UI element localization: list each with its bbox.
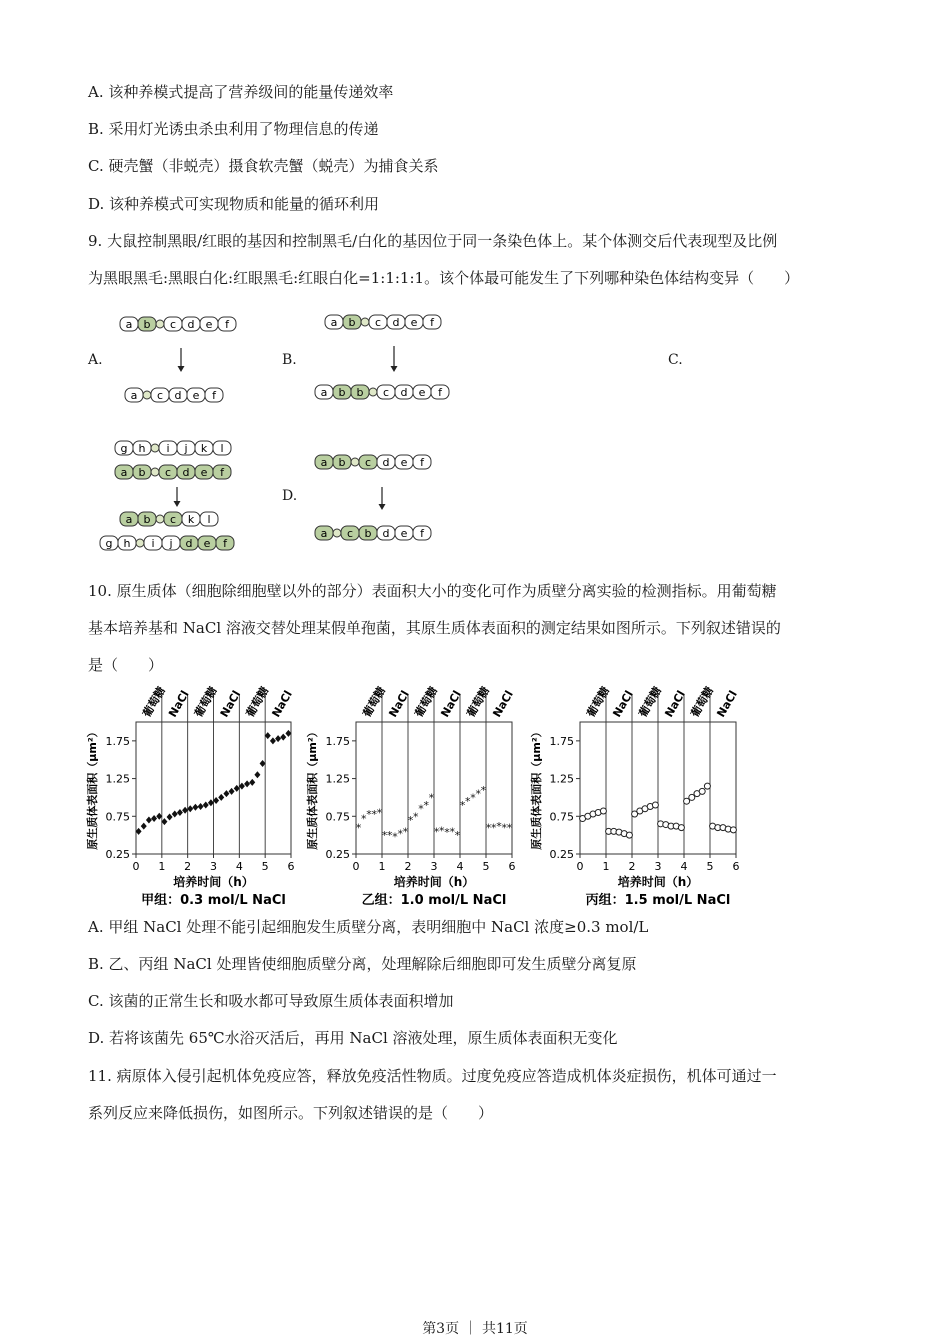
x-tick-label: 4 <box>235 860 243 873</box>
gene-letter: c <box>164 466 172 479</box>
data-point <box>280 734 286 741</box>
gene-letter: b <box>143 318 151 331</box>
q8-option-b: B. 采用灯光诱虫杀虫利用了物理信息的传递 <box>88 120 379 138</box>
gene-letter: e <box>400 456 408 469</box>
x-tick-label: 2 <box>404 860 412 873</box>
data-point: * <box>413 810 419 824</box>
q10-text-line2: 基本培养基和 NaCl 溶液交替处理某假单孢菌，其原生质体表面积的测定结果如图所示。下列叙述错误的 <box>88 619 781 637</box>
centromere <box>369 388 377 396</box>
chromosome-c-after2 <box>100 536 234 550</box>
gene-letter: e <box>418 386 426 399</box>
data-point <box>626 832 632 838</box>
data-point <box>684 798 690 804</box>
gene-letter: b <box>338 386 346 399</box>
y-axis-label: 原生质体表面积（μm²） <box>306 726 319 850</box>
gene-letter: e <box>203 537 211 550</box>
y-axis-label: 原生质体表面积（μm²） <box>530 726 543 850</box>
chromosome-b-before <box>325 315 441 329</box>
data-point: * <box>475 787 481 801</box>
y-tick-label: 1.25 <box>325 772 350 786</box>
gene-letter: g <box>105 537 113 550</box>
data-point: * <box>433 825 440 839</box>
gene-letter: a <box>320 527 328 540</box>
data-point: * <box>366 808 372 822</box>
data-point <box>218 794 224 801</box>
gene-letter: j <box>169 537 173 550</box>
q9-label-d: D. <box>282 488 298 504</box>
centromere <box>151 444 159 452</box>
x-tick-label: 1 <box>158 860 166 873</box>
phase-label: 葡萄糖 <box>464 684 493 720</box>
x-axis-label: 培养时间（h） <box>173 875 254 889</box>
gene-letter: e <box>400 527 408 540</box>
q9-label-c: C. <box>668 352 683 368</box>
q10-option-a: A. 甲组 NaCl 处理不能引起细胞发生质壁分离，表明细胞中 NaCl 浓度≥0.3 mol/L <box>88 918 649 936</box>
phase-label: 葡萄糖 <box>191 684 220 720</box>
data-point: * <box>491 821 497 835</box>
arrow-c <box>174 487 181 507</box>
centromere <box>333 529 341 537</box>
chromosome-c-second <box>115 465 231 479</box>
centromere <box>136 539 144 547</box>
data-point: * <box>480 783 487 797</box>
gene-letter: f <box>420 456 424 469</box>
data-point: * <box>465 795 471 809</box>
q10-option-d: D. 若将该菌先 65℃水浴灭活后，再用 NaCl 溶液处理，原生质体表面积无变化 <box>88 1029 618 1047</box>
data-point: * <box>444 826 450 840</box>
gene-letter: k <box>200 442 208 455</box>
data-point: * <box>449 825 455 839</box>
data-point: * <box>392 830 398 844</box>
arrow-b <box>391 346 398 372</box>
gene-letter: a <box>125 513 133 526</box>
gene-letter: d <box>182 466 190 479</box>
y-tick-label: 1.25 <box>549 772 574 786</box>
data-point <box>265 732 271 739</box>
gene-letter: d <box>382 456 390 469</box>
phase-label: NaCl <box>714 688 740 720</box>
data-point: * <box>470 791 476 805</box>
phase-label: NaCl <box>438 688 464 720</box>
x-tick-label: 5 <box>706 860 714 873</box>
q9-label-b: B. <box>282 352 297 368</box>
gene-letter: c <box>364 456 372 469</box>
gene-letter: g <box>120 442 128 455</box>
gene-letter: f <box>212 389 216 402</box>
x-tick-label: 0 <box>352 860 360 873</box>
gene-letter: f <box>420 527 424 540</box>
x-tick-label: 3 <box>210 860 217 873</box>
phase-label: 葡萄糖 <box>140 684 169 720</box>
chart-title: 丙组：1.5 mol/L NaCl <box>585 893 731 908</box>
gene-letter: f <box>438 386 442 399</box>
gene-letter: a <box>130 389 138 402</box>
gene-letter: a <box>320 456 328 469</box>
q10-text-line1: 10. 原生质体（细胞除细胞壁以外的部分）表面积大小的变化可作为质壁分离实验的检测指标。用葡萄糖 <box>88 582 777 600</box>
y-tick-label: 0.25 <box>105 848 130 861</box>
phase-label: NaCl <box>610 688 636 720</box>
gene-letter: k <box>187 513 195 526</box>
y-tick-label: 1.25 <box>105 772 130 786</box>
gene-letter: d <box>187 318 195 331</box>
y-tick-label: 1.75 <box>549 734 574 748</box>
data-point <box>156 813 162 820</box>
x-tick-label: 0 <box>132 860 140 873</box>
data-point <box>146 817 152 824</box>
y-tick-label: 0.25 <box>325 848 350 861</box>
q11-text-line1: 11. 病原体入侵引起机体免疫应答，释放免疫活性物质。过度免疫应答造成机体炎症损伤，机体可通过一 <box>88 1067 777 1085</box>
data-point <box>730 827 736 833</box>
data-point: * <box>376 806 383 820</box>
gene-letter: b <box>348 316 356 329</box>
x-tick-label: 5 <box>482 860 490 873</box>
chromosome-c-after1 <box>120 512 218 526</box>
gene-letter: i <box>166 442 170 455</box>
chromosome-a-after <box>125 388 223 402</box>
data-point <box>652 802 658 808</box>
gene-letter: d <box>174 389 182 402</box>
data-point <box>141 823 147 830</box>
gene-letter: e <box>200 466 208 479</box>
data-point <box>167 814 173 821</box>
phase-label: 葡萄糖 <box>360 684 389 720</box>
data-point <box>254 771 260 778</box>
x-tick-label: 1 <box>378 860 386 873</box>
data-point <box>689 794 695 800</box>
data-point <box>208 799 214 806</box>
phase-label: 葡萄糖 <box>636 684 665 720</box>
gene-letter: c <box>374 316 382 329</box>
gene-letter: f <box>225 318 229 331</box>
data-point <box>229 788 235 795</box>
page-footer: 第3页 ｜ 共11页 <box>422 1321 528 1337</box>
phase-label: 葡萄糖 <box>584 684 613 720</box>
data-point <box>234 785 240 792</box>
data-point <box>223 790 229 797</box>
chart-title: 甲组：0.3 mol/L NaCl <box>141 893 286 908</box>
gene-letter: f <box>223 537 227 550</box>
gene-letter: h <box>138 442 146 455</box>
q8-option-c: C. 硬壳蟹（非蜕壳）摄食软壳蟹（蜕壳）为捕食关系 <box>88 157 439 175</box>
data-point <box>161 818 167 825</box>
data-point: * <box>407 814 414 828</box>
gene-letter: a <box>320 386 328 399</box>
phase-label: 葡萄糖 <box>688 684 717 720</box>
q10-option-b: B. 乙、丙组 NaCl 处理皆使细胞质壁分离，处理解除后细胞即可发生质壁分离复原 <box>88 955 637 973</box>
chart-panel-1 <box>305 684 516 908</box>
x-tick-label: 6 <box>287 860 295 873</box>
gene-letter: j <box>184 442 188 455</box>
y-tick-label: 0.75 <box>549 810 574 824</box>
q11-text-line2: 系列反应来降低损伤，如图所示。下列叙述错误的是（ ） <box>88 1104 494 1122</box>
x-tick-label: 1 <box>602 860 610 873</box>
centromere <box>156 515 164 523</box>
data-point <box>704 783 710 789</box>
data-point <box>151 815 157 822</box>
gene-letter: e <box>410 316 418 329</box>
gene-letter: b <box>356 386 364 399</box>
data-point: * <box>428 791 435 805</box>
gene-letter: b <box>364 527 372 540</box>
data-point: * <box>496 820 502 834</box>
data-point: * <box>371 808 377 822</box>
gene-letter: e <box>192 389 200 402</box>
protoplast-charts <box>0 682 950 912</box>
data-point <box>699 788 705 794</box>
x-tick-label: 0 <box>576 860 584 873</box>
gene-letter: c <box>346 527 354 540</box>
data-point: * <box>501 821 507 835</box>
data-point: * <box>506 821 513 835</box>
data-point <box>192 804 198 811</box>
x-tick-label: 6 <box>508 860 516 873</box>
gene-letter: a <box>125 318 133 331</box>
data-point <box>172 811 178 818</box>
phase-label: NaCl <box>166 688 192 720</box>
q9-text-line1: 9. 大鼠控制黑眼/红眼的基因和控制黑毛/白化的基因位于同一条染色体上。某个体测交后代表现型及比例 <box>88 232 778 250</box>
y-tick-label: 0.75 <box>105 810 130 824</box>
gene-letter: c <box>156 389 164 402</box>
data-point <box>182 807 188 814</box>
phase-label: NaCl <box>386 688 412 720</box>
data-point <box>275 735 281 742</box>
centromere <box>156 320 164 328</box>
gene-letter: a <box>330 316 338 329</box>
gene-letter: b <box>138 466 146 479</box>
data-point: * <box>361 812 367 826</box>
gene-letter: f <box>430 316 434 329</box>
chart-panel-0 <box>85 684 295 908</box>
data-point <box>244 780 250 787</box>
x-tick-label: 5 <box>261 860 269 873</box>
x-tick-label: 2 <box>184 860 192 873</box>
chromosome-b-after <box>315 385 449 399</box>
phase-label: NaCl <box>269 688 295 720</box>
chromosome-d-before <box>315 455 431 469</box>
data-point <box>600 808 606 814</box>
data-point: * <box>355 821 362 835</box>
q9-label-a: A. <box>88 352 103 368</box>
x-tick-label: 3 <box>430 860 438 873</box>
phase-label: 葡萄糖 <box>412 684 441 720</box>
y-tick-label: 0.75 <box>325 810 350 824</box>
q10-text-line3: 是（ ） <box>88 656 164 674</box>
q8-option-d: D. 该种养模式可实现物质和能量的循环利用 <box>88 195 380 213</box>
x-axis-label: 培养时间（h） <box>393 875 475 889</box>
chromosome-c-top <box>115 441 231 455</box>
q8-option-a: A. 该种养模式提高了营养级间的能量传递效率 <box>88 83 394 101</box>
x-axis-label: 培养时间（h） <box>617 875 699 889</box>
data-point <box>249 779 255 786</box>
gene-letter: b <box>338 456 346 469</box>
data-point <box>198 803 204 810</box>
q9-text-line2: 为黑眼黑毛:黑眼白化:红眼黑毛:红眼白化=1:1:1:1。该个体最可能发生了下列哪种染色体结构变异（ ） <box>88 269 800 287</box>
data-point: * <box>397 827 403 841</box>
gene-letter: a <box>120 466 128 479</box>
data-point: * <box>439 824 445 838</box>
data-point: * <box>423 798 429 812</box>
chart-panel-2 <box>529 684 740 908</box>
data-point <box>177 809 183 816</box>
data-point: * <box>485 821 492 835</box>
data-point <box>239 783 245 790</box>
gene-letter: l <box>220 442 224 455</box>
chromosome-diagrams <box>0 0 950 560</box>
data-point <box>270 737 276 744</box>
centromere <box>361 318 369 326</box>
gene-letter: d <box>392 316 400 329</box>
phase-label: NaCl <box>217 688 244 720</box>
centromere <box>151 468 159 476</box>
gene-letter: d <box>400 386 408 399</box>
y-tick-label: 1.75 <box>325 734 350 748</box>
x-tick-label: 4 <box>456 860 464 873</box>
data-point: * <box>381 829 388 843</box>
gene-letter: c <box>169 318 177 331</box>
chart-title: 乙组：1.0 mol/L NaCl <box>361 893 507 908</box>
x-tick-label: 4 <box>680 860 688 873</box>
phase-label: 葡萄糖 <box>243 684 272 720</box>
q10-option-c: C. 该菌的正常生长和吸水都可导致原生质体表面积增加 <box>88 992 454 1010</box>
data-point: * <box>402 825 409 839</box>
phase-label: NaCl <box>490 688 516 720</box>
gene-letter: f <box>220 466 224 479</box>
arrow-a <box>178 348 185 372</box>
y-axis-label: 原生质体表面积（μm²） <box>86 726 99 850</box>
gene-letter: c <box>382 386 390 399</box>
data-point <box>187 805 193 812</box>
gene-letter: h <box>123 537 131 550</box>
gene-letter: c <box>169 513 177 526</box>
chromosome-d-after <box>315 526 431 540</box>
data-point: * <box>387 829 393 843</box>
data-point <box>678 825 684 831</box>
y-tick-label: 1.75 <box>105 734 130 748</box>
centromere <box>143 391 151 399</box>
gene-letter: e <box>205 318 213 331</box>
arrow-d <box>379 487 386 510</box>
data-point: * <box>459 798 466 812</box>
chromosome-a-before <box>120 317 236 331</box>
gene-letter: b <box>143 513 151 526</box>
gene-letter: d <box>382 527 390 540</box>
gene-letter: i <box>151 537 155 550</box>
gene-letter: l <box>207 513 211 526</box>
gene-letter: d <box>185 537 193 550</box>
phase-label: NaCl <box>662 688 688 720</box>
data-point: * <box>418 802 424 816</box>
data-point <box>213 797 219 804</box>
y-tick-label: 0.25 <box>549 848 574 861</box>
data-point <box>260 760 266 767</box>
data-point <box>203 801 209 808</box>
x-tick-label: 2 <box>628 860 636 873</box>
x-tick-label: 3 <box>654 860 662 873</box>
data-point: * <box>454 829 461 843</box>
centromere <box>351 458 359 466</box>
x-tick-label: 6 <box>732 860 740 873</box>
